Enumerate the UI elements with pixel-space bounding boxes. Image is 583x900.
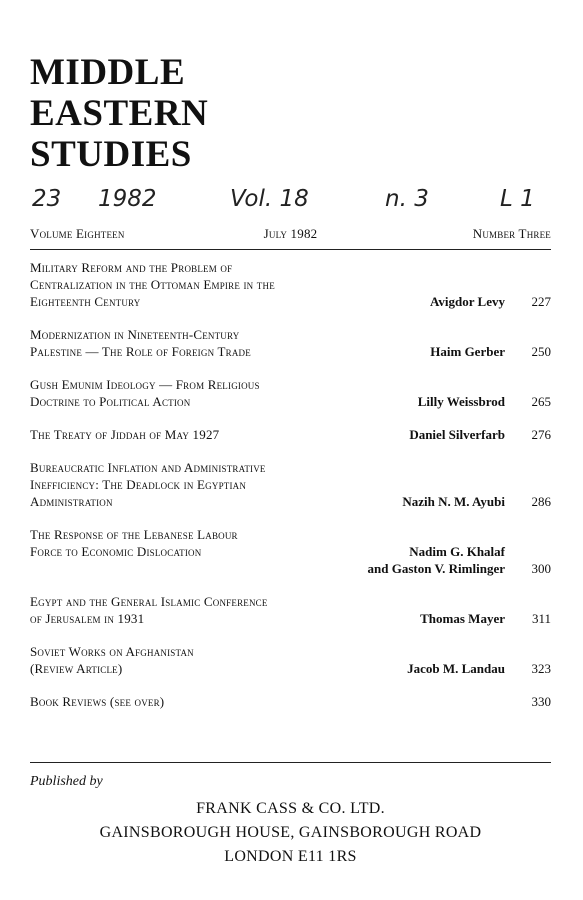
page-number: 330 [531, 694, 551, 709]
entry-meta [409, 426, 551, 443]
article-title-line: (Review Article) [30, 661, 123, 676]
handwritten-year: 1982 [98, 186, 157, 212]
article-title-line: Doctrine to Political Action [30, 394, 191, 409]
toc-entry [30, 593, 551, 627]
page-number: 227 [531, 294, 551, 309]
article-author [409, 426, 505, 443]
article-author-line: Nadim G. Khalaf [409, 544, 505, 559]
article-author [368, 543, 506, 577]
journal-title [30, 52, 208, 175]
article-author [418, 393, 505, 410]
article-title-line: Military Reform and the Problem of [30, 260, 233, 275]
top-divider [30, 249, 551, 250]
page-number: 311 [531, 611, 551, 626]
published-by-label: Published by [30, 774, 103, 789]
article-author [420, 610, 505, 627]
article-author-line: Avigdor Levy [430, 294, 505, 309]
issue-info [30, 226, 551, 244]
article-title-line: Administration [30, 494, 113, 509]
article-author-line: Lilly Weissbrod [417, 394, 505, 409]
page-number: 300 [531, 561, 551, 576]
article-title-line: Palestine — The Role of Foreign Trade [30, 344, 251, 359]
publisher-address-1: GAINSBOROUGH HOUSE, GAINSBOROUGH ROAD [99, 824, 482, 841]
article-author [402, 493, 505, 510]
article-author [430, 343, 505, 360]
article-author-line: Nazih N. M. Ayubi [402, 494, 505, 509]
article-author-line: and Gaston V. Rimlinger [367, 561, 505, 576]
handwritten-volume: Vol. 18 [230, 186, 309, 212]
article-author-line: Thomas Mayer [420, 611, 505, 626]
toc-entry [30, 693, 551, 710]
entry-meta [402, 493, 551, 510]
page-number: 265 [531, 394, 551, 409]
entry-meta [505, 693, 551, 710]
bottom-divider [30, 762, 551, 763]
article-title-line: Inefficiency: The Deadlock in Egyptian [30, 477, 247, 492]
page-number: 323 [531, 661, 551, 676]
article-title-line: Bureaucratic Inflation and Administrative [30, 460, 266, 475]
entry-meta [420, 610, 551, 627]
publisher-address-2: LONDON E11 1RS [224, 848, 357, 865]
title-line-1: MIDDLE [30, 52, 186, 93]
publisher-name: FRANK CASS & CO. LTD. [196, 800, 385, 817]
publisher-block [30, 797, 551, 869]
article-title-line: Centralization in the Ottoman Empire in the [30, 277, 275, 292]
handwritten-number: 23 [32, 186, 62, 212]
article-title-line: Eighteenth Century [30, 294, 141, 309]
article-title-line: Soviet Works on Afghanistan [30, 644, 194, 659]
article-author-line: Haim Gerber [430, 344, 505, 359]
article-author-line: Jacob M. Landau [407, 661, 505, 676]
entry-meta [430, 343, 551, 360]
entry-meta [368, 543, 552, 577]
article-title-line: of Jerusalem in 1931 [30, 611, 145, 626]
article-author [430, 293, 505, 310]
page-number: 276 [531, 427, 551, 442]
table-of-contents [30, 259, 551, 726]
handwritten-mark: L 1 [500, 186, 535, 212]
page-number: 286 [531, 494, 551, 509]
toc-entry [30, 376, 551, 410]
toc-entry [30, 326, 551, 360]
handwritten-issue: n. 3 [385, 186, 429, 212]
title-line-2: EASTERN [30, 93, 209, 134]
entry-meta [430, 293, 551, 310]
volume-label: Volume Eighteen [30, 226, 125, 241]
toc-entry [30, 426, 551, 443]
article-author-line: Daniel Silverfarb [409, 427, 505, 442]
article-author [407, 660, 505, 677]
toc-entry [30, 643, 551, 677]
toc-entry [30, 459, 551, 510]
article-title-line: The Response of the Lebanese Labour [30, 527, 238, 542]
article-title-line: Force to Economic Dislocation [30, 544, 202, 559]
article-title-line: Gush Emunim Ideology — From Religious [30, 377, 260, 392]
entry-meta [418, 393, 551, 410]
toc-entry [30, 526, 551, 577]
issue-date: July 1982 [263, 226, 318, 241]
issue-number: Number Three [472, 226, 551, 241]
page-number: 250 [531, 344, 551, 359]
toc-entry [30, 259, 551, 310]
article-title-line: The Treaty of Jiddah of May 1927 [30, 427, 220, 442]
article-title-line: Egypt and the General Islamic Conference [30, 594, 268, 609]
article-title-line: Book Reviews (see over) [30, 694, 165, 709]
article-title-line: Modernization in Nineteenth-Century [30, 327, 240, 342]
handwritten-annotation [30, 186, 560, 220]
article-title [30, 693, 551, 710]
entry-meta [407, 660, 551, 677]
title-line-3: STUDIES [30, 134, 192, 175]
